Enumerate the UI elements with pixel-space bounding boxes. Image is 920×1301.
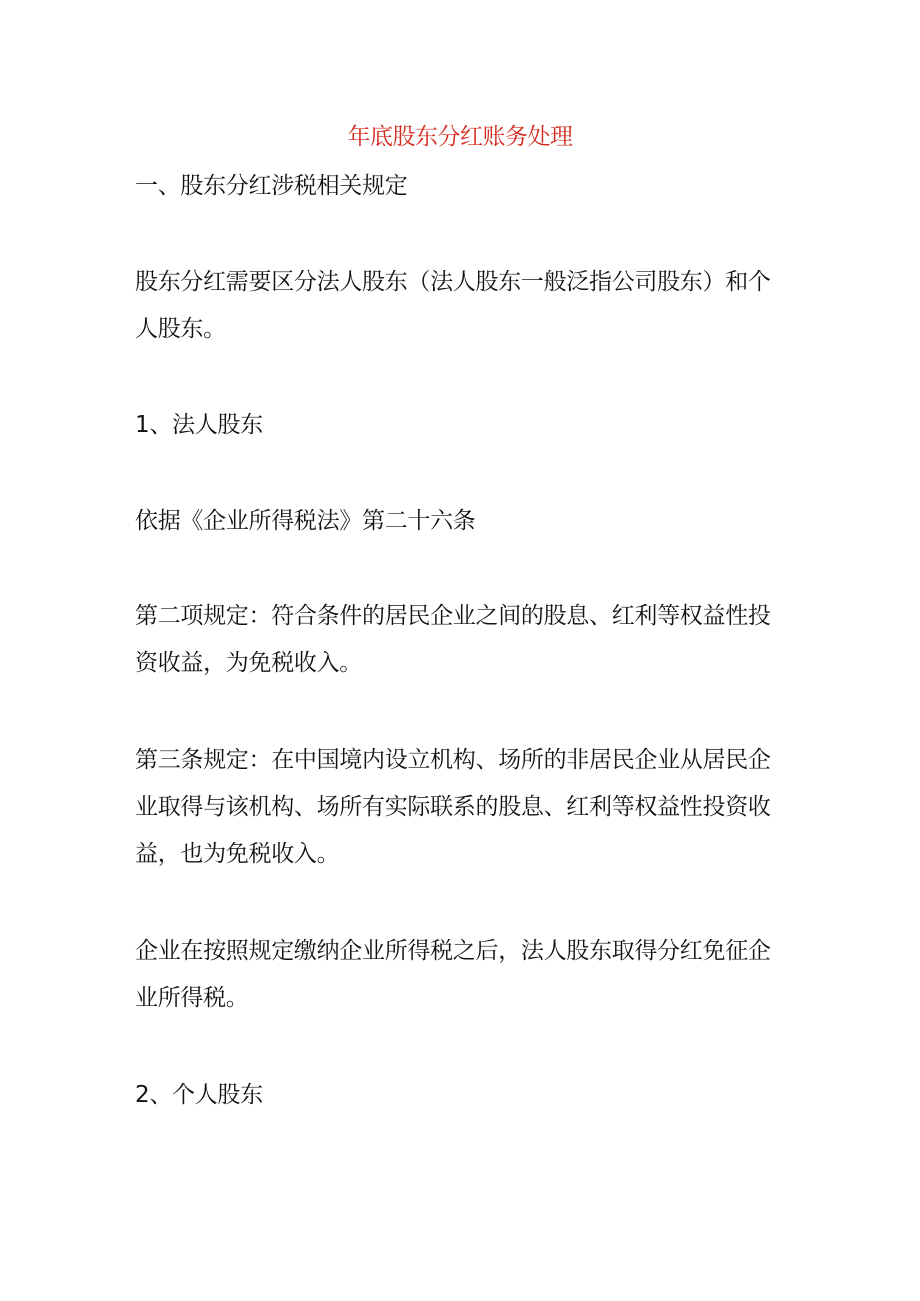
section-heading-text: 一、股东分红涉税相关规定 [135,173,408,199]
subheading-corporate-shareholder [135,402,795,449]
subheading-text: 2、个人股东 [135,1082,263,1108]
paragraph-shareholder-types [135,259,795,353]
paragraph-line: 股东分红需要区分法人股东（法人股东一般泛指公司股东）和个 [135,269,771,295]
paragraph-line: 依据《企业所得税法》第二十六条 [135,508,476,534]
paragraph-line: 第二项规定：符合条件的居民企业之间的股息、红利等权益性投 [135,603,771,629]
paragraph-line: 第三条规定：在中国境内设立机构、场所的非居民企业从居民企 [135,747,771,773]
paragraph-line: 人股东。 [135,316,226,342]
paragraph-line: 企业在按照规定缴纳企业所得税之后，法人股东取得分红免征企 [135,938,771,964]
paragraph-line: 业所得税。 [135,985,249,1011]
subheading-individual-shareholder [135,1072,795,1119]
paragraph-tax-exemption [135,928,795,1022]
paragraph-item-2 [135,593,795,687]
paragraph-line: 资收益，为免税收入。 [135,650,363,676]
paragraph-line: 业取得与该机构、场所有实际联系的股息、红利等权益性投资收 [135,794,771,820]
document-title: 年底股东分红账务处理 [347,124,573,150]
paragraph-law-reference [135,498,795,545]
section-heading [135,163,795,210]
paragraph-line: 益，也为免税收入。 [135,841,340,867]
paragraph-item-3 [135,737,795,878]
subheading-text: 1、法人股东 [135,412,263,438]
